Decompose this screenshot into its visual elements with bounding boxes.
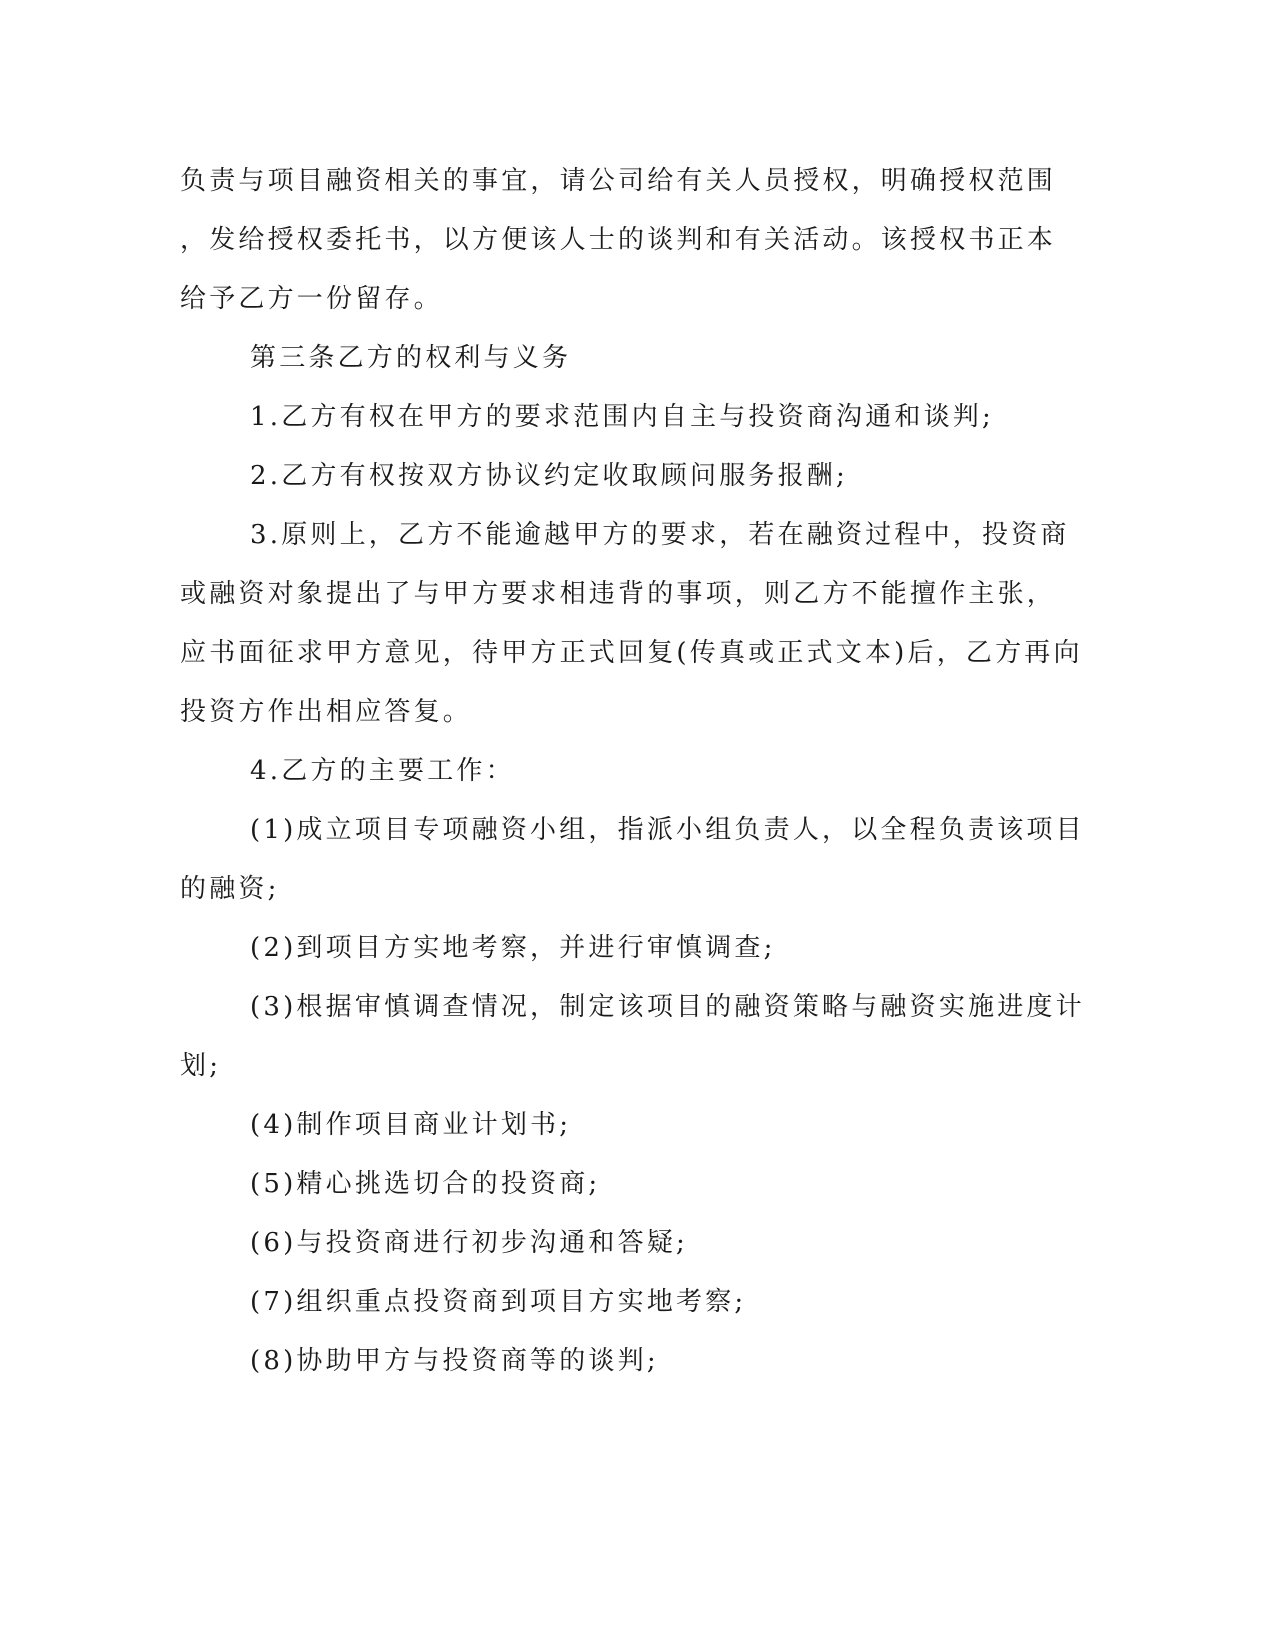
paragraph-line: 负责与项目融资相关的事宜，请公司给有关人员授权，明确授权范围: [180, 166, 1057, 196]
paragraph-line: 投资方作出相应答复。: [180, 697, 473, 727]
paragraph-line: 2.乙方有权按双方协议约定收取顾问服务报酬;: [250, 461, 848, 491]
list-item: (1)成立项目专项融资小组，指派小组负责人，以全程负责该项目: [250, 815, 1085, 845]
list-item: (7)组织重点投资商到项目方实地考察;: [250, 1287, 747, 1317]
paragraph-line: 4.乙方的主要工作：: [250, 756, 515, 786]
list-item: (3)根据审慎调查情况，制定该项目的融资策略与融资实施进度计: [250, 992, 1085, 1022]
paragraph-line: 1.乙方有权在甲方的要求范围内自主与投资商沟通和谈判;: [250, 402, 994, 432]
paragraph-line: 3.原则上，乙方不能逾越甲方的要求，若在融资过程中，投资商: [250, 520, 1070, 550]
list-item: (8)协助甲方与投资商等的谈判;: [250, 1346, 659, 1376]
list-item: (5)精心挑选切合的投资商;: [250, 1169, 601, 1199]
document-page: [180, 152, 1085, 1391]
section-heading: 第三条乙方的权利与义务: [250, 343, 572, 373]
paragraph-line: 或融资对象提出了与甲方要求相违背的事项，则乙方不能擅作主张，: [180, 579, 1057, 609]
paragraph-line: 应书面征求甲方意见，待甲方正式回复(传真或正式文本)后，乙方再向: [180, 638, 1083, 668]
paragraph-line: ，发给授权委托书，以方便该人士的谈判和有关活动。该授权书正本: [180, 225, 1057, 255]
list-item: (6)与投资商进行初步沟通和答疑;: [250, 1228, 688, 1258]
list-item-continuation: 划;: [180, 1051, 222, 1081]
list-item: (4)制作项目商业计划书;: [250, 1110, 572, 1140]
list-item: (2)到项目方实地考察，并进行审慎调查;: [250, 933, 776, 963]
list-item-continuation: 的融资;: [180, 874, 280, 904]
paragraph-line: 给予乙方一份留存。: [180, 284, 443, 314]
